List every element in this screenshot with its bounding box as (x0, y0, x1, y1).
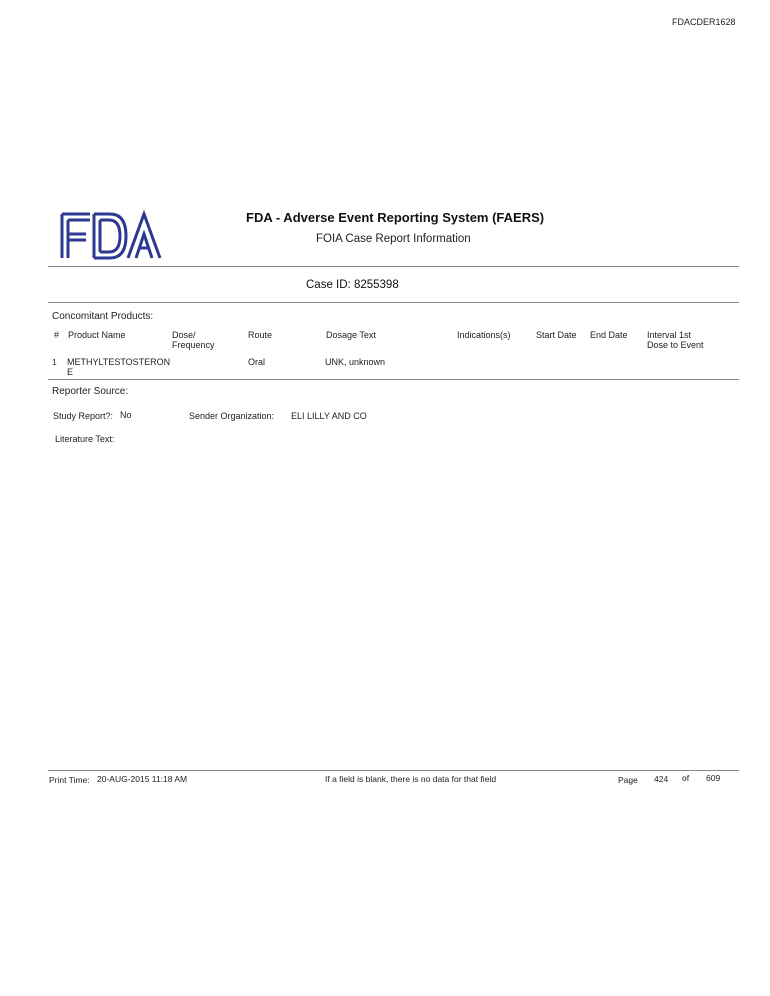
col-start-date: Start Date (536, 330, 577, 340)
row-product-line2: E (67, 367, 74, 377)
row-num: 1 (52, 357, 57, 367)
footer-divider (48, 770, 739, 771)
of-label: of (682, 773, 690, 783)
blank-field-note: If a field is blank, there is no data for that field (325, 774, 497, 784)
col-interval-line2: Dose to Event (647, 340, 704, 350)
reporter-heading: Reporter Source: (52, 386, 129, 397)
document-id: FDACDER1628 (672, 17, 736, 27)
case-id-label: Case ID: (306, 279, 351, 291)
col-route: Route (248, 330, 273, 340)
literature-text-label: Literature Text: (55, 434, 115, 444)
col-interval-line1: Interval 1st (647, 330, 692, 340)
row-route: Oral (248, 357, 266, 367)
study-report-label: Study Report?: (53, 411, 114, 421)
col-end-date: End Date (590, 330, 628, 340)
report-title: FDA - Adverse Event Reporting System (FAERS) (246, 210, 545, 225)
page-label: Page (618, 775, 638, 785)
print-time-value: 20-AUG-2015 11:18 AM (97, 774, 188, 784)
col-num: # (54, 330, 60, 340)
row-product-line1: METHYLTESTOSTERON (67, 357, 171, 367)
col-product-name: Product Name (68, 330, 126, 340)
col-dose-line2: Frequency (172, 340, 215, 350)
products-divider (48, 379, 739, 380)
report-subtitle: FOIA Case Report Information (316, 233, 471, 245)
case-divider (48, 302, 739, 303)
study-report-value: No (120, 410, 132, 420)
page-number: 424 (654, 774, 669, 784)
col-dose-line1: Dose/ (172, 330, 196, 340)
row-dosage-text: UNK, unknown (325, 357, 386, 367)
concomitant-heading: Concomitant Products: (52, 311, 154, 322)
col-indications: Indications(s) (457, 330, 511, 340)
print-time-label: Print Time: (49, 775, 90, 785)
page-total: 609 (706, 773, 721, 783)
col-dosage-text: Dosage Text (326, 330, 376, 340)
sender-org-label: Sender Organization: (189, 411, 275, 421)
header-divider (48, 266, 739, 267)
fda-logo (56, 208, 174, 264)
case-id (306, 279, 399, 291)
sender-org-value: ELI LILLY AND CO (291, 411, 367, 421)
case-id-value: 8255398 (353, 279, 399, 291)
